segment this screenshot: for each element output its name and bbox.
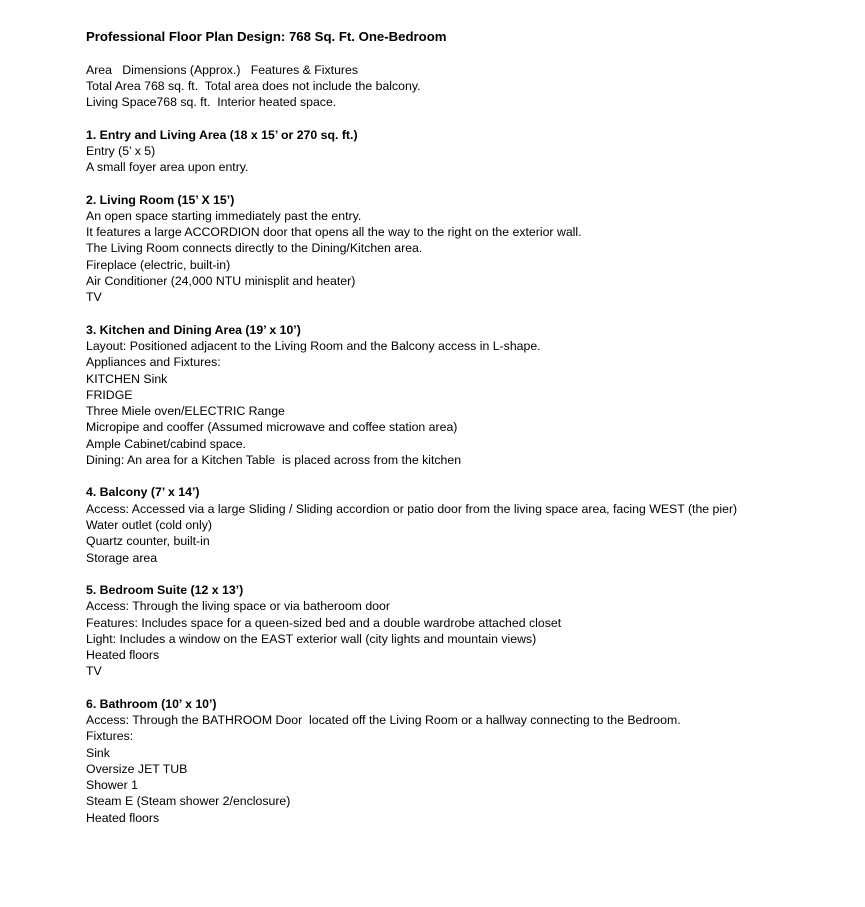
section-line: Three Miele oven/ELECTRIC Range	[86, 404, 285, 419]
section-line: Shower 1	[86, 778, 138, 793]
section-living-room	[86, 192, 845, 306]
section-line: Micropipe and cooffer (Assumed microwave and coffee station area)	[86, 420, 458, 435]
section-line: Dining: An area for a Kitchen Table is placed across from the kitchen	[86, 452, 462, 467]
section-line: A small foyer area upon entry.	[86, 160, 249, 175]
section-bedroom-suite	[86, 582, 845, 680]
section-line: Ample Cabinet/cabind space.	[86, 436, 246, 451]
summary-living-space: Living Space768 sq. ft. Interior heated space.	[86, 95, 337, 110]
section-line: Heated floors	[86, 648, 160, 663]
section-heading: 3. Kitchen and Dining Area (19’ x 10’)	[86, 322, 301, 337]
section-line: Oversize JET TUB	[86, 761, 188, 776]
section-line: Quartz counter, built-in	[86, 534, 210, 549]
section-line: The Living Room connects directly to the Dining/Kitchen area.	[86, 241, 423, 256]
summary-total-area: Total Area 768 sq. ft. Total area does not include the balcony.	[86, 78, 421, 93]
section-entry-living-area	[86, 127, 845, 176]
section-line: Features: Includes space for a queen-sized bed and a double wardrobe attached closet	[86, 615, 562, 630]
section-line: Access: Through the BATHROOM Door located off the Living Room or a hallway connecting to the Bedroom.	[86, 713, 681, 728]
section-heading: 5. Bedroom Suite (12 x 13’)	[86, 583, 244, 598]
section-heading: 4. Balcony (7’ x 14’)	[86, 485, 200, 500]
summary-block	[86, 62, 845, 111]
section-line: Appliances and Fixtures:	[86, 355, 221, 370]
section-line: Access: Accessed via a large Sliding / Sliding accordion or patio door from the living space area, facing WEST (the pier)	[86, 501, 738, 516]
section-bathroom	[86, 696, 845, 826]
section-heading: 6. Bathroom (10’ x 10’)	[86, 696, 217, 711]
section-line: Entry (5’ x 5)	[86, 143, 156, 158]
section-heading: 2. Living Room (15’ X 15’)	[86, 192, 235, 207]
section-line: An open space starting immediately past the entry.	[86, 208, 362, 223]
section-line: Fixtures:	[86, 729, 134, 744]
section-line: TV	[86, 664, 102, 679]
summary-header-row: Area Dimensions (Approx.) Features & Fixtures	[86, 62, 358, 77]
section-line: Steam E (Steam shower 2/enclosure)	[86, 794, 291, 809]
section-line: TV	[86, 290, 102, 305]
section-line: Light: Includes a window on the EAST exterior wall (city lights and mountain views)	[86, 631, 537, 646]
section-line: Layout: Positioned adjacent to the Living Room and the Balcony access in L-shape.	[86, 339, 541, 354]
document-title: Professional Floor Plan Design: 768 Sq. Ft. One-Bedroom	[86, 29, 447, 44]
section-line: KITCHEN Sink	[86, 371, 168, 386]
section-line: Access: Through the living space or via batheroom door	[86, 599, 390, 614]
section-line: It features a large ACCORDION door that opens all the way to the right on the exterior wall.	[86, 225, 582, 240]
section-line: Storage area	[86, 550, 158, 565]
section-line: Water outlet (cold only)	[86, 517, 212, 532]
section-kitchen-dining	[86, 322, 845, 468]
section-line: Air Conditioner (24,000 NTU minisplit and heater)	[86, 273, 356, 288]
section-heading: 1. Entry and Living Area (18 x 15’ or 270 sq. ft.)	[86, 127, 358, 142]
section-line: Sink	[86, 745, 110, 760]
section-balcony	[86, 484, 845, 565]
section-line: Fireplace (electric, built-in)	[86, 257, 231, 272]
section-line: FRIDGE	[86, 387, 133, 402]
section-line: Heated floors	[86, 810, 160, 825]
